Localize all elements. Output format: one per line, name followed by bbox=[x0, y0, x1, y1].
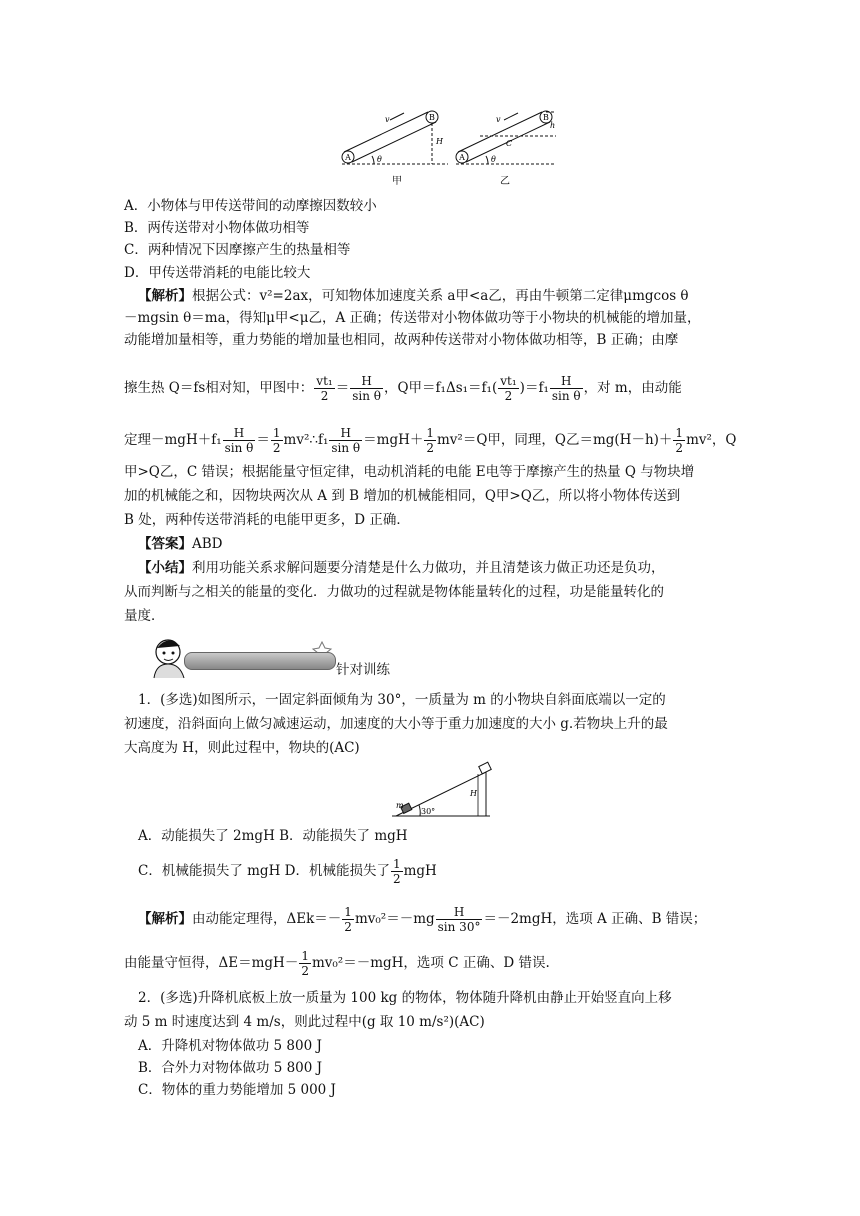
label-v: v bbox=[385, 115, 390, 124]
q2-option-b: B．合外力对物体做功 5 800 J bbox=[138, 1060, 323, 1076]
label-C: C bbox=[506, 139, 513, 148]
conveyor-belt-figure bbox=[330, 106, 560, 190]
q2-line-2: 动 5 m 时速度达到 4 m/s，则此过程中(g 取 10 m/s²)(AC) bbox=[124, 1014, 485, 1030]
q2-option-c: C．物体的重力势能增加 5 000 J bbox=[138, 1082, 336, 1098]
answer-value: ABD bbox=[192, 536, 223, 552]
q1-line-1: 1．(多选)如图所示，一固定斜面倾角为 30°，一质量为 m 的小物块自斜面底端以一定的 bbox=[138, 692, 666, 708]
label-h: h bbox=[550, 121, 556, 130]
label-H: H bbox=[436, 137, 443, 146]
analysis-line-1: 【解析】根据公式：v²=2ax，可知物体加速度关系 a甲<a乙，再由牛顿第二定律μmgcos θ bbox=[138, 288, 689, 304]
summary-line-3: 量度． bbox=[124, 608, 165, 624]
svg-text:H: H bbox=[470, 789, 477, 798]
option-d: D．甲传送带消耗的电能比较大 bbox=[124, 265, 311, 281]
option-c: C．两种情况下因摩擦产生的热量相等 bbox=[124, 242, 351, 258]
caption-jia: 甲 bbox=[392, 176, 402, 187]
analysis-line-5: 定理－mgH＋f₁ $\frac{H}{\text{sin θ}}$ ＝ $\frac{1}{2}$ mv²∴f₁ $\frac{H}{\text{sin θ}}$ ＝mgH＋ $\frac{1}{2}$ mv²＝Q甲，同理，Q乙＝mg(H－h)＋ $\frac{1}{2}$ mv²，Q bbox=[124, 426, 737, 455]
analysis1-line-1: 【解析】由动能定理得，ΔEk＝－ $\frac{1}{2}$ mv₀²＝－mg $\frac{H}{\sin 30^\circ}$ ＝－2mgH，选项 A 正确、B 错误； bbox=[138, 905, 707, 934]
label-B-yi: B bbox=[543, 113, 549, 122]
analysis-line-8: B 处，两种传送带消耗的电能甲更多，D 正确． bbox=[124, 512, 410, 528]
summary-line-1: 【小结】利用功能关系求解问题要分清楚是什么力做功，并且清楚该力做正功还是负功， bbox=[138, 560, 665, 576]
analysis-line-4: 擦生热 Q＝fs相对知，甲图中： $\frac{\text{vt₁}}{2}$ ＝ $\frac{H}{\text{sin θ}}$ ，Q甲＝f₁Δs₁＝f₁( $\frac{\text{vt₁}}{2}$ )＝f₁ $\frac{H}{\text{sin θ}}$ ，对 m，由动能 bbox=[124, 374, 682, 403]
caption-yi: 乙 bbox=[500, 176, 510, 187]
label-theta-yi: θ bbox=[491, 155, 496, 164]
label-theta: θ bbox=[377, 155, 382, 164]
q1-options-ab: A．动能损失了 2mgH B．动能损失了 mgH bbox=[138, 828, 408, 844]
belt-yi bbox=[456, 111, 556, 164]
label-A-yi: A bbox=[459, 153, 465, 162]
label-A: A bbox=[345, 153, 351, 162]
q1-options-cd: C．机械能损失了 mgH D．机械能损失了 $\frac{1}{2}$ mgH bbox=[138, 857, 437, 886]
incline-figure bbox=[390, 760, 500, 820]
analysis1-line-2: 由能量守恒得，ΔE＝mgH－ $\frac{1}{2}$ mv₀²＝－mgH，选项 C 正确、D 错误. bbox=[124, 949, 550, 978]
answer-line: 【答案】ABD bbox=[138, 536, 223, 552]
fraction-vt1-diff: $\frac{\text{vt₁}}{2}$ bbox=[500, 374, 517, 403]
q2-option-a: A．升降机对物体做功 5 800 J bbox=[138, 1038, 322, 1054]
label-B: B bbox=[429, 113, 435, 122]
label-v-yi: v bbox=[496, 115, 501, 124]
section-bar bbox=[184, 652, 336, 670]
summary-line-2: 从而判断与之相关的能量的变化．力做功的过程就是物体能量转化的过程，功是能量转化的 bbox=[124, 584, 664, 600]
option-b: B．两传送带对小物体做功相等 bbox=[124, 220, 310, 236]
svg-text:m: m bbox=[396, 801, 404, 810]
q1-line-2: 初速度，沿斜面向上做匀减速运动，加速度的大小等于重力加速度的大小 g.若物块上升的最 bbox=[124, 716, 668, 732]
option-a: A．小物体与甲传送带间的动摩擦因数较小 bbox=[124, 198, 377, 214]
analysis-tag: 【解析】 bbox=[138, 288, 192, 304]
q1-line-3: 大高度为 H，则此过程中，物块的(AC) bbox=[124, 740, 360, 756]
fraction-H-over-sin-2: $\frac{H}{\text{sin θ}}$ bbox=[551, 374, 581, 403]
analysis-line-7: 加的机械能之和，因物块两次从 A 到 B 增加的机械能相同，Q甲>Q乙，所以将小物体传送到 bbox=[124, 488, 681, 504]
analysis-line-3: 动能增加量相等，重力势能的增加量也相同，故两种传送带对小物体做功相等，B 正确；由摩 bbox=[124, 332, 679, 348]
fraction-H-over-sin: $\frac{H}{\text{sin θ}}$ bbox=[352, 374, 381, 403]
analysis-line-2: －mgsin θ＝ma，得知μ甲<μ乙，A 正确；传送带对小物体做功等于小物块的机械能的增加量， bbox=[124, 310, 701, 326]
fraction-vt1-over-2: $\frac{\text{vt₁}}{2}$ bbox=[316, 374, 333, 403]
section-title: 针对训练 bbox=[336, 662, 390, 678]
svg-text:30°: 30° bbox=[421, 807, 436, 816]
analysis-line-6: 甲>Q乙，C 错误；根据能量守恒定律，电动机消耗的电能 E电等于摩擦产生的热量 Q 与物块增 bbox=[124, 464, 695, 480]
q2-line-1: 2．(多选)升降机底板上放一质量为 100 kg 的物体，物体随升降机由静止开始竖直向上移 bbox=[138, 990, 672, 1006]
